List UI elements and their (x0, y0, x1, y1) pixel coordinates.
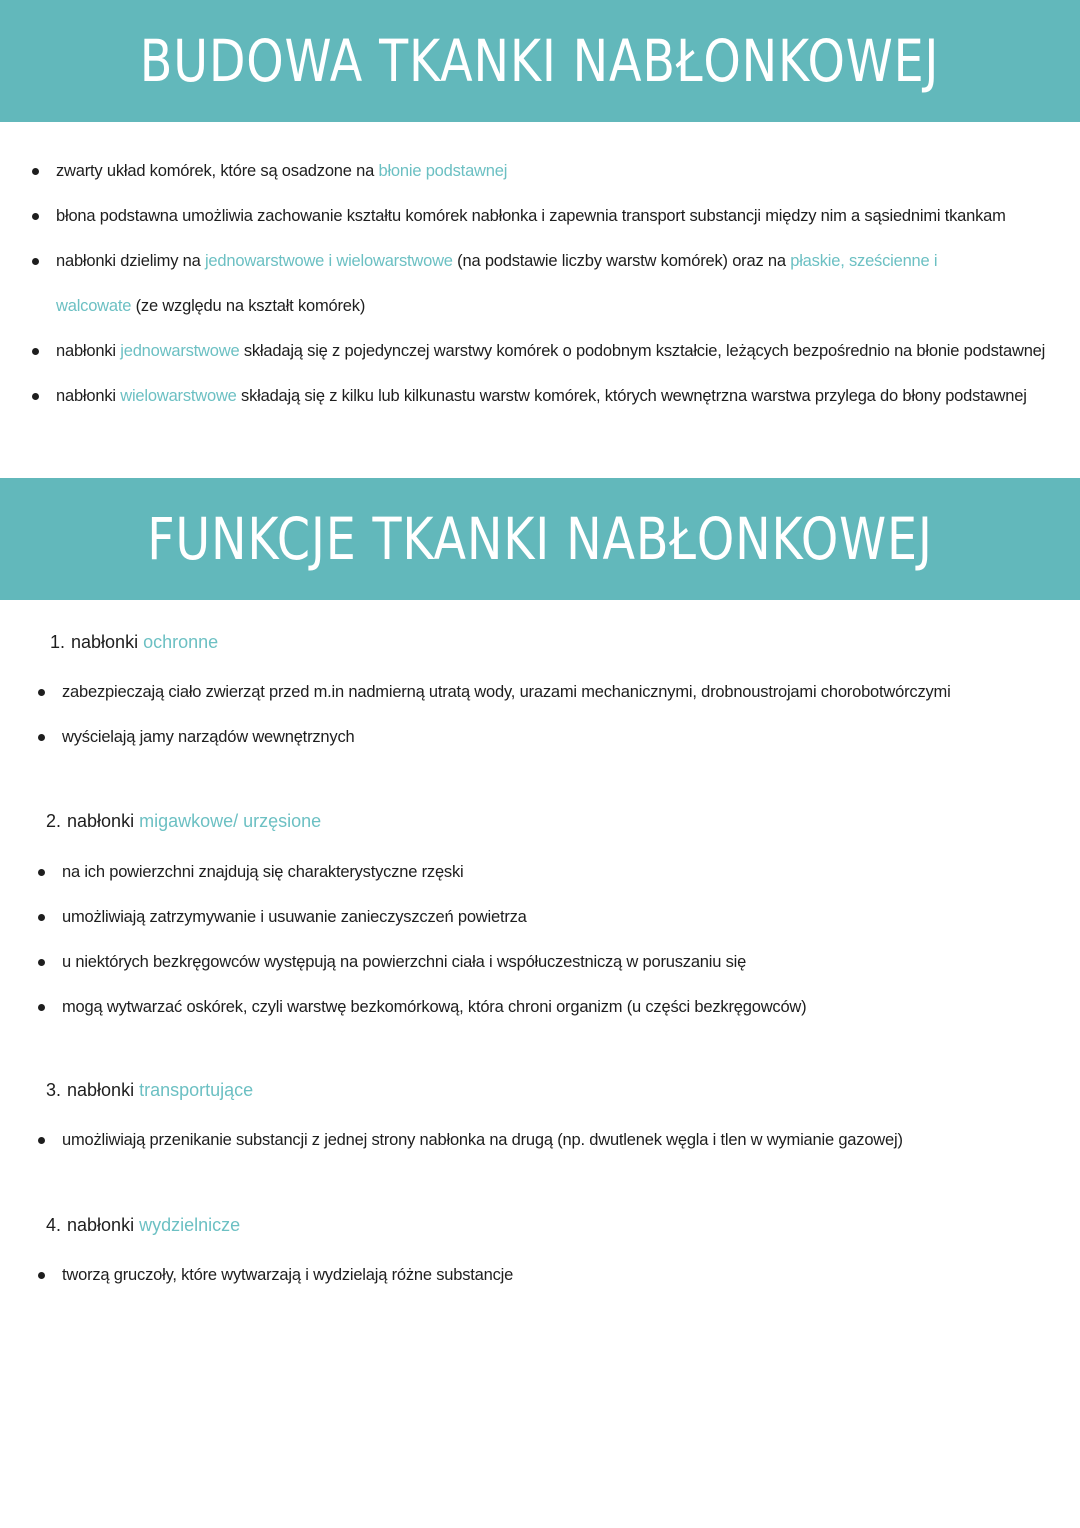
protective-list (38, 670, 951, 760)
list-item: u niektórych bezkręgowców występują na powierzchni ciała i współuczestniczą w poruszaniu się (38, 940, 806, 985)
group-heading-secretory: 4. nabłonki wydzielnicze (46, 1215, 241, 1235)
section-title-functions: FUNKCJE TKANKI NABŁONKOWEJ (147, 505, 933, 573)
list-item: tworzą gruczoły, które wytwarzają i wydzielają różne substancje (38, 1253, 513, 1298)
list-item: nabłonki wielowarstwowe składają się z kilku lub kilkunastu warstw komórek, których wewnętrzna warstwa przylega do błony podstawnej (32, 374, 1032, 419)
section-title-structure: BUDOWA TKANKI NABŁONKOWEJ (140, 27, 940, 95)
transporting-list (38, 1118, 903, 1163)
group-heading-transporting: 3. nabłonki transportujące (46, 1080, 254, 1100)
list-item: błona podstawna umożliwia zachowanie kształtu komórek nabłonka i zapewnia transport substancji między nim a sąsiednimi tkankam (32, 194, 1032, 239)
list-item: na ich powierzchni znajdują się charakterystyczne rzęski (38, 850, 806, 895)
list-item: nabłonki dzielimy na jednowarstwowe i wielowarstwowe (na podstawie liczby warstw komórek) oraz na płaskie, sześcienne i walcowate (ze względu na kształt komórek) (32, 239, 1016, 329)
ciliated-list (38, 850, 806, 1030)
section-banner-functions (0, 478, 1080, 600)
list-item: zwarty układ komórek, które są osadzone na błonie podstawnej (32, 149, 1032, 194)
list-item: zabezpieczają ciało zwierząt przed m.in nadmierną utratą wody, urazami mechanicznymi, drobnoustrojami chorobotwórczymi (38, 670, 951, 715)
list-item: umożliwiają zatrzymywanie i usuwanie zanieczyszczeń powietrza (38, 895, 806, 940)
group-heading-ciliated: 2. nabłonki migawkowe/ urzęsione (46, 811, 322, 831)
list-item: nabłonki jednowarstwowe składają się z pojedynczej warstwy komórek o podobnym kształcie, leżących bezpośrednio na błonie podstawnej (32, 329, 1032, 374)
section-banner-structure (0, 0, 1080, 122)
group-heading-protective: 1. nabłonki ochronne (50, 632, 219, 652)
list-item: mogą wytwarzać oskórek, czyli warstwę bezkomórkową, która chroni organizm (u części bezkręgowców) (38, 985, 806, 1030)
list-item: wyścielają jamy narządów wewnętrznych (38, 715, 951, 760)
list-item: umożliwiają przenikanie substancji z jednej strony nabłonka na drugą (np. dwutlenek węgla i tlen w wymianie gazowej) (38, 1118, 903, 1163)
secretory-list (38, 1253, 513, 1298)
structure-list (32, 149, 1046, 419)
